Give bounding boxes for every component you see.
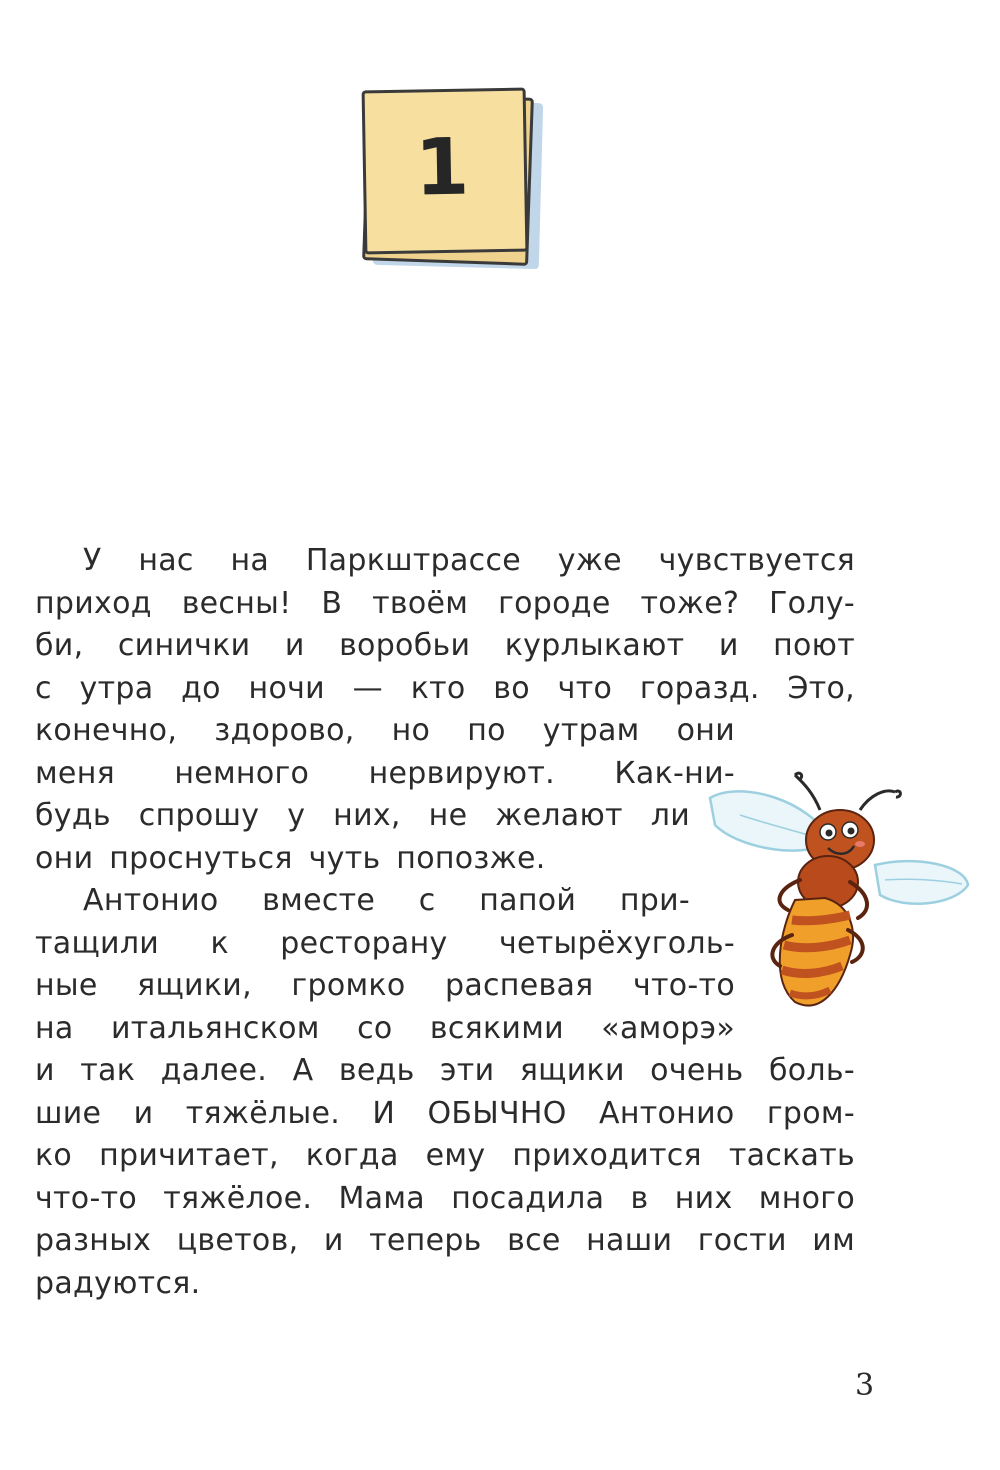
- text-line: конечно, здорово, но по утрам они: [35, 713, 735, 748]
- text-line: радуются.: [35, 1265, 201, 1301]
- text-line: приход весны! В твоём городе тоже? Голу-: [35, 585, 855, 621]
- text-line: ные ящики, громко распевая что-то: [35, 968, 735, 1003]
- text-line: и так далее. А ведь эти ящики очень боль-: [35, 1053, 855, 1088]
- text-line: Антонио вместе с папой при-: [83, 883, 690, 918]
- text-line: на итальянском со всякими «аморэ»: [35, 1010, 735, 1046]
- text-line: меня немного нервируют. Как-ни-: [35, 755, 735, 791]
- page-number: 3: [855, 1368, 875, 1403]
- text-line: они проснуться чуть попозже.: [35, 840, 546, 876]
- text-line: би, синички и воробьи курлыкают и поют: [35, 628, 855, 663]
- text-line: разных цветов, и теперь все наши гости им: [35, 1223, 855, 1258]
- text-line: шие и тяжёлые. И ОБЫЧНО Антонио гром-: [35, 1095, 855, 1131]
- text-line: будь спрошу у них, не желают ли: [35, 798, 690, 833]
- bee-illustration-icon: [700, 770, 975, 1015]
- chapter-badge: [355, 85, 540, 265]
- chapter-number: 1: [414, 122, 470, 214]
- text-line: ко причитает, когда ему приходится таскать: [35, 1138, 855, 1173]
- text-line: что-то тяжёлое. Мама посадила в них много: [35, 1180, 855, 1216]
- text-line: тащили к ресторану четырёхуголь-: [35, 925, 735, 961]
- text-line: У нас на Паркштрассе уже чувствуется: [83, 543, 855, 578]
- text-line: с утра до ночи — кто во что горазд. Это,: [35, 670, 855, 706]
